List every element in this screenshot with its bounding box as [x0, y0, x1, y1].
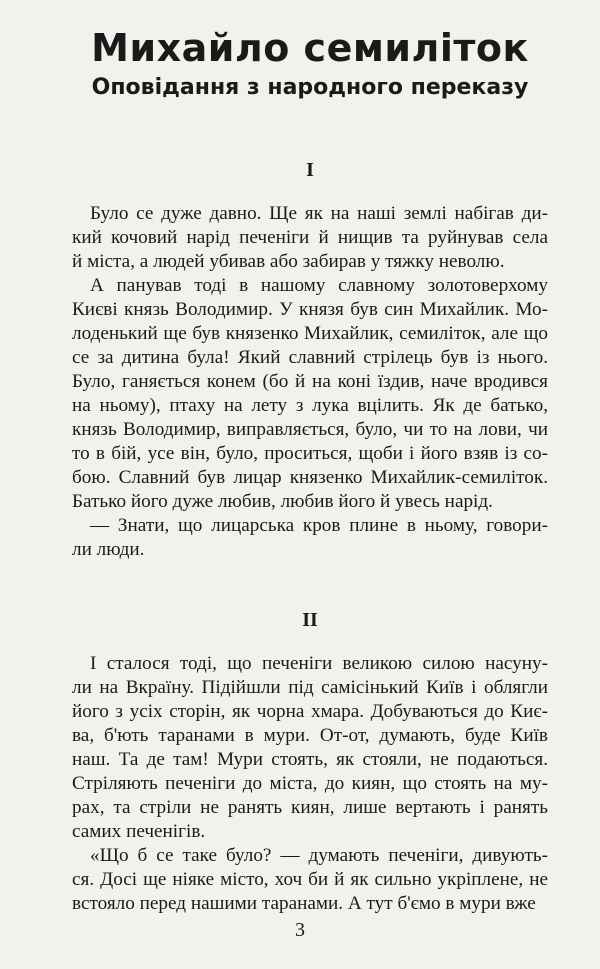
- text-line: А панував тоді в нашому славному золотоверхому: [90, 275, 548, 296]
- paragraph: [72, 844, 548, 916]
- text-line: Було, ганяється конем (бо й на коні їздив, наче вродився: [72, 371, 548, 392]
- paragraph: [72, 202, 548, 274]
- text-line: І сталося тоді, що печеніги великою силою насуну-: [90, 653, 548, 674]
- text-line: Стріляють печеніги до міста, до киян, що стоять на му-: [72, 773, 548, 794]
- text-line: кий кочовий нарід печеніги й нищив та руйнував села: [72, 227, 548, 248]
- text-line: се за дитина була! Який славний стрілець був із нього.: [72, 347, 548, 368]
- text-line: ли люди.: [72, 539, 145, 560]
- story-subtitle: Оповідання з народного переказу: [91, 75, 529, 100]
- text-line: Було се дуже давно. Ще як на наші землі набігав ди-: [90, 203, 548, 224]
- paragraph: [72, 514, 548, 562]
- text-line: ли на Вкраїну. Підійшли під самісінький Київ і облягли: [72, 677, 548, 698]
- book-page: [0, 26, 600, 969]
- section-number: I: [306, 159, 314, 181]
- text-line: ва, б'ють таранами в мури. От-от, думають, буде Київ: [72, 725, 548, 746]
- section-text: [72, 202, 548, 562]
- text-line: самих печенігів.: [72, 821, 206, 842]
- text-line: бою. Славний був лицар князенко Михайлик-семиліток.: [72, 467, 548, 488]
- section-text: [72, 652, 548, 916]
- section-number: II: [302, 609, 318, 631]
- paragraph: [72, 274, 548, 514]
- text-line: рах, та стріли не ранять киян, лише вертають і ранять: [72, 797, 548, 818]
- paragraph: [72, 652, 548, 844]
- text-line: встояло перед нашими таранами. А тут б'ємо в мури вже: [72, 893, 536, 914]
- text-line: «Що б се таке було? — думають печеніги, дивують-: [90, 845, 548, 866]
- text-line: наш. Та де там! Мури стоять, як стояли, не подаються.: [72, 749, 548, 770]
- text-line: на ньому), птаху на лету з лука вцілить. Як де батько,: [72, 395, 548, 416]
- text-line: — Знати, що лицарська кров плине в ньому, говори-: [90, 515, 548, 536]
- text-line: ся. Досі ще ніяке місто, хоч би й як сильно укріплене, не: [72, 869, 548, 890]
- text-line: то в бій, усе він, було, проситься, щоби і його взяв із со-: [72, 443, 548, 464]
- text-line: князь Володимир, виправляється, було, чи то на лови, чи: [72, 419, 548, 440]
- text-line: й міста, а людей убивав або забирав у тяжку неволю.: [72, 251, 505, 272]
- text-line: його з усіх сторін, як чорна хмара. Добуваються до Киє-: [72, 701, 548, 722]
- text-line: Києві князь Володимир. У князя був син Михайлик. Мо-: [72, 299, 548, 320]
- story-title: Михайло семиліток: [91, 26, 529, 70]
- text-line: Батько його дуже любив, любив його й увесь нарід.: [72, 491, 493, 512]
- page-number: 3: [295, 919, 305, 941]
- text-line: лоденький ще був князенко Михайлик, семиліток, але що: [72, 323, 548, 344]
